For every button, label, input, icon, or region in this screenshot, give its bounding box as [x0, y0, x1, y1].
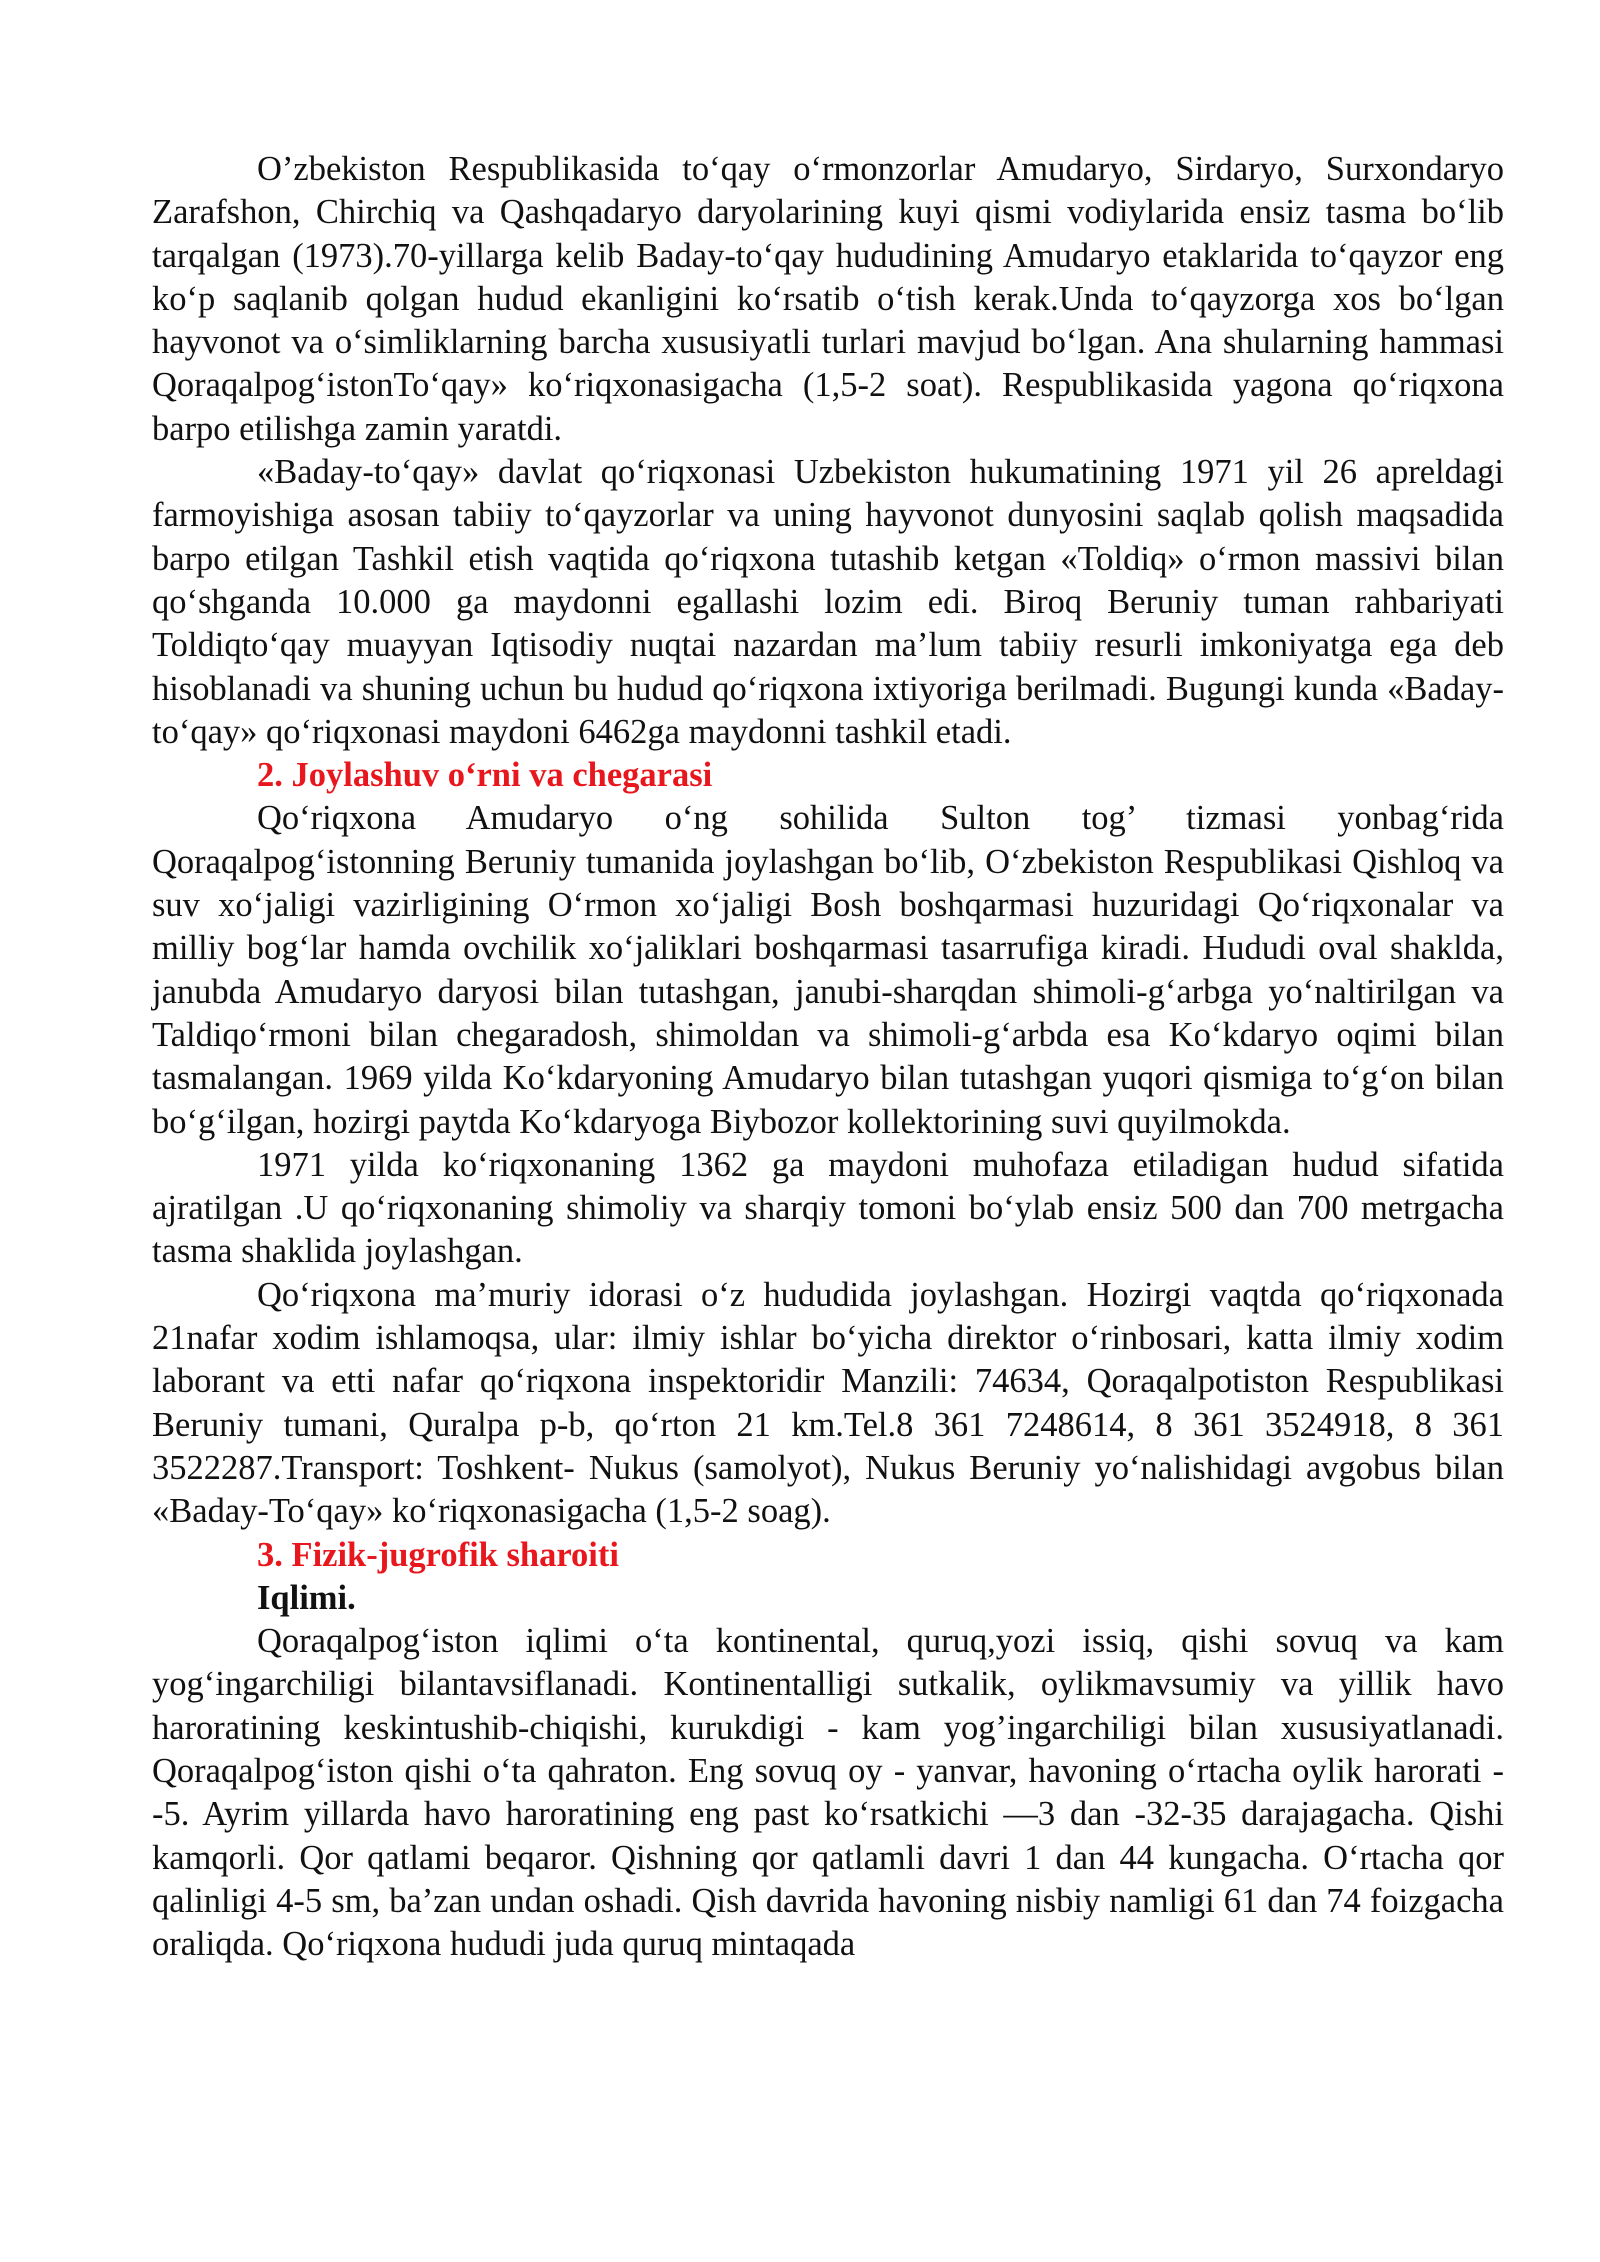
intro-paragraph-2: «Baday-to‘qay» davlat qo‘riqxonasi Uzbekiston hukumatining 1971 yil 26 apreldagi farmoyishiga asosan tabiiy to‘qayzorlar va uning hayvonot dunyosini saqlab qolish maqsadida barpo etilgan Tashkil etish vaqtida qo‘riqxona tutashib ketgan «Toldiq» o‘rmon massivi bilan qo‘shganda 10.000 ga maydonni egallashi lozim edi. Biroq Beruniy tuman rahbariyati Toldiqto‘qay muayyan Iqtisodiy nuqtai nazardan ma’lum tabiiy resurli imkoniyatga ega deb hisoblanadi va shuning uchun bu hudud qo‘riqxona ixtiyoriga berilmadi. Bugungi kunda «Baday-to‘qay» qo‘riqxonasi maydoni 6462ga maydonni tashkil etadi. [152, 453, 1504, 751]
section-heading-location: 2. Joylashuv o‘rni va chegarasi [257, 756, 713, 795]
climate-paragraph-1: Qoraqalpog‘iston iqlimi o‘ta kontinental, quruq,yozi issiq, qishi sovuq va kam yog‘ingarchiligi bilantavsiflanadi. Kontinentalligi sutkalik, oylikmavsumiy va yillik havo haroratining keskintushib-chiqishi, kurukdigi - kam yog’ingarchiligi bilan xususiyatlanadi. Qoraqalpog‘iston qishi o‘ta qahraton. Eng sovuq oy - yanvar, havoning o‘rtacha oylik harorati --5. Ayrim yillarda havo haroratining eng past ko‘rsatkichi —3 dan -32-35 darajagacha. Qishi kamqorli. Qor qatlami beqaror. Qishning qor qatlamli davri 1 dan 44 kungacha. O‘rtacha qor qalinligi 4-5 sm, ba’zan undan oshadi. Qish davrida havoning nisbiy namligi 61 dan 74 foizgacha oraliqda. Qo‘riqxona hududi juda quruq mintaqada [152, 1622, 1504, 1964]
location-paragraph-2: 1971 yilda ko‘riqxonaning 1362 ga maydoni muhofaza etiladigan hudud sifatida ajratilgan .U qo‘riqxonaning shimoliy va sharqiy tomoni bo‘ylab ensiz 500 dan 700 metrgacha tasma shaklida joylashgan. [152, 1145, 1504, 1271]
location-paragraph-3: Qo‘riqxona ma’muriy idorasi o‘z hududida joylashgan. Hozirgi vaqtda qo‘riqxonada 21nafar xodim ishlamoqsa, ular: ilmiy ishlar bo‘yicha direktor o‘rinbosari, katta ilmiy xodim laborant va etti nafar qo‘riqxona inspektoridir Manzili: 74634, Qoraqalpotiston Respublikasi Beruniy tumani, Quralpa p-b, qo‘rton 21 km.Tel.8 361 7248614, 8 361 3524918, 8 361 3522287.Transport: Toshkent- Nukus (samolyot), Nukus Beruniy yo‘nalishidagi avgobus bilan «Baday-To‘qay» ko‘riqxonasigacha (1,5-2 soag). [152, 1275, 1504, 1531]
location-paragraph-1: Qo‘riqxona Amudaryo o‘ng sohilida Sulton tog’ tizmasi yonbag‘rida Qoraqalpog‘istonning Beruniy tumanida joylashgan bo‘lib, O‘zbekiston Respublikasi Qishloq va suv xo‘jaligi vazirligining O‘rmon xo‘jaligi Bosh boshqarmasi huzuridagi Qo‘riqxonalar va milliy bog‘lar hamda ovchilik xo‘jaliklari boshqarmasi tasarrufiga kiradi. Hududi oval shakldа, janubda Amudaryo daryosi bilan tutashgan, janubi-sharqdan shimoli-g‘arbga yo‘naltirilgan va Taldiqo‘rmoni bilan chegaradosh, shimoldan va shimoli-g‘arbda esa Ko‘kdaryo oqimi bilan tasmalangan. 1969 yilda Ko‘kdaryoning Amudaryo bilan tutashgan yuqori qismiga to‘g‘on bilan bo‘g‘ilgan, hozirgi paytda Ko‘kdaryoga Biybozor kollektorining suvi quyilmokda. [152, 799, 1504, 1141]
intro-paragraph-1: O’zbekiston Respublikasida to‘qay o‘rmonzorlar Amudaryo, Sirdaryo, Surxondaryo Zarafshon, Chirchiq va Qashqadaryo daryolarining kuyi qismi vodiylarida ensiz tasma bo‘lib tarqalgan (1973).70-yillarga kelib Baday-to‘qay hududining Amudaryo etaklarida to‘qayzor eng ko‘p saqlanib qolgan hudud ekanligini ko‘rsatib o‘tish kerak.Unda to‘qayzorga xos bo‘lgan hayvonot va o‘simliklarning barcha xususiyatli turlari mavjud bo‘lgan. Ana shularning hammasi Qoraqalpog‘istonTo‘qay» ko‘riqxonasigacha (1,5-2 soat). Respublikasida yagona qo‘riqxona barpo etilishga zamin yaratdi. [152, 150, 1504, 448]
section-heading-physical-geography: 3. Fizik-jugrofik sharoiti [257, 1535, 619, 1574]
subheading-climate: Iqlimi. [257, 1578, 356, 1617]
document-page [152, 148, 1504, 1966]
